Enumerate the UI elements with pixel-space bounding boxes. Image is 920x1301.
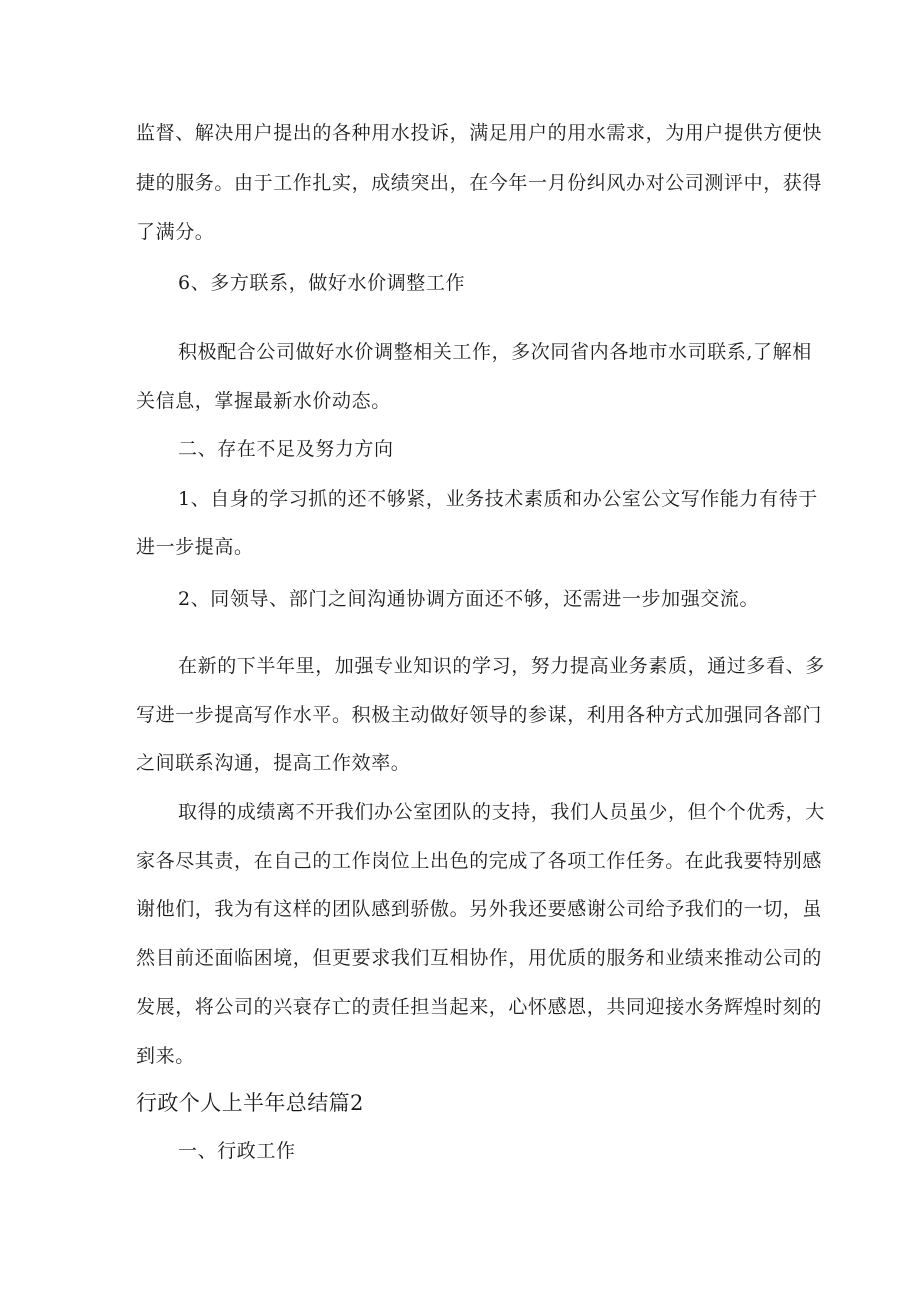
text-line: 在新的下半年里，加强专业知识的学习，努力提高业务素质，通过多看、多: [178, 655, 825, 677]
text-line: 取得的成绩离不开我们办公室团队的支持，我们人员虽少，但个个优秀，大: [178, 801, 825, 823]
text-line: 之间联系沟通，提高工作效率。: [136, 752, 411, 774]
text-line: 写进一步提高写作水平。积极主动做好领导的参谋，利用各种方式加强同各部门: [136, 704, 823, 726]
text-line: 家各尽其责，在自己的工作岗位上出色的完成了各项工作任务。在此我要特别感: [136, 850, 823, 872]
sub-heading-6: 6、多方联系，做好水价调整工作: [178, 272, 466, 294]
text-line: 然目前还面临困境，但更要求我们互相协作，用优质的服务和业绩来推动公司的: [136, 947, 823, 969]
text-line: 进一步提高。: [136, 536, 254, 558]
text-line: 1、自身的学习抓的还不够紧，业务技术素质和办公室公文写作能力有待于: [178, 488, 818, 510]
text-line: 了满分。: [136, 221, 215, 243]
text-line: 发展，将公司的兴衰存亡的责任担当起来，心怀感恩，共同迎接水务辉煌时刻的: [136, 996, 823, 1018]
section-title: 行政个人上半年总结篇2: [136, 1091, 364, 1115]
section-heading-2: 二、存在不足及努力方向: [178, 438, 394, 460]
sub-heading: 一、行政工作: [178, 1140, 296, 1162]
text-line: 监督、解决用户提出的各种用水投诉，满足用户的用水需求，为用户提供方便快: [136, 122, 823, 144]
text-line: 2、同领导、部门之间沟通协调方面还不够，还需进一步加强交流。: [178, 588, 760, 610]
text-line: 谢他们，我为有这样的团队感到骄傲。另外我还要感谢公司给予我们的一切，虽: [136, 898, 823, 920]
text-line: 积极配合公司做好水价调整相关工作，多次同省内各地市水司联系,了解相: [178, 341, 812, 363]
text-line: 到来。: [136, 1045, 195, 1067]
text-line: 捷的服务。由于工作扎实，成绩突出，在今年一月份纠风办对公司测评中，获得: [136, 172, 823, 194]
text-line: 关信息，掌握最新水价动态。: [136, 390, 391, 412]
